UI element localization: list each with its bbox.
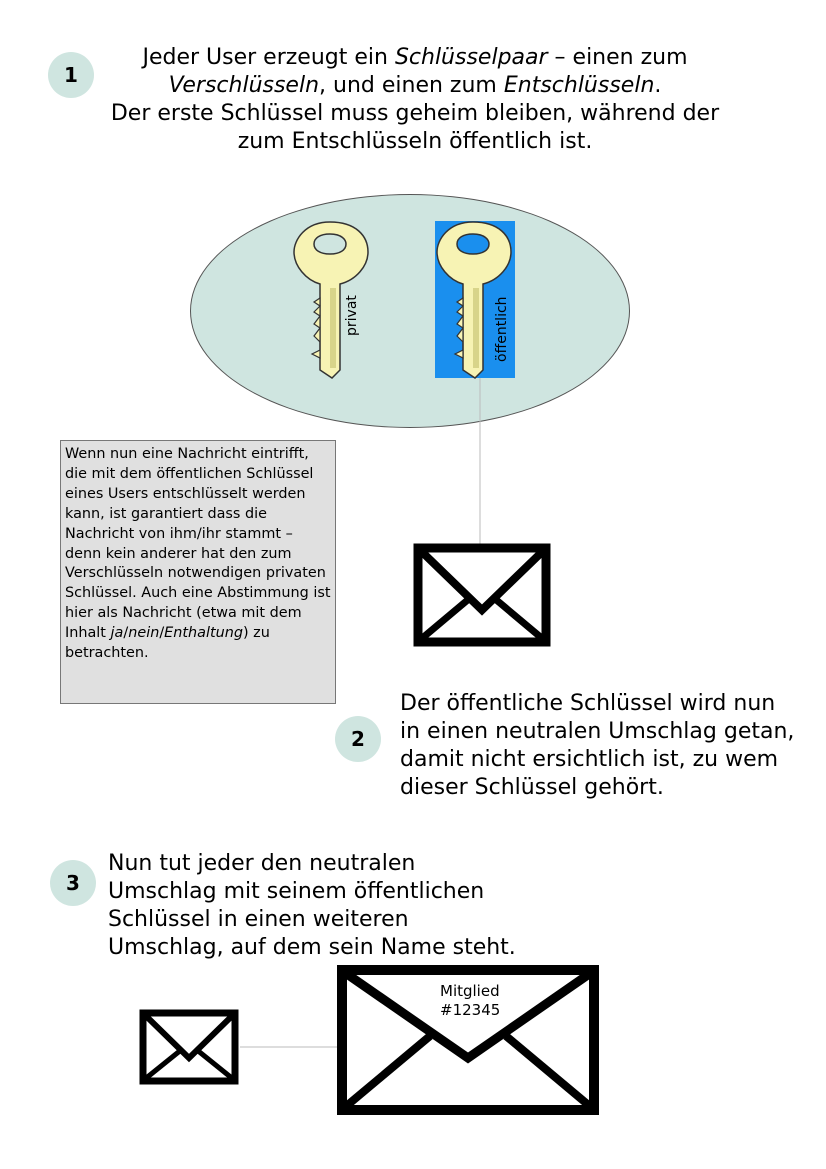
step-1-line-4: zum Entschlüsseln öffentlich ist.	[237, 129, 593, 154]
member-label	[400, 982, 550, 1020]
step-2-badge	[335, 716, 381, 762]
info-box: Wenn nun eine Nachricht eintrifft, die mit dem öffentlichen Schlüssel eines Users entschlüsselt werden kann, ist garantiert dass die Nachricht von ihm/ihr stammt – denn kein anderer hat den zum Verschlüsseln notwendigen privaten Schlüssel. Auch eine Abstimmung ist hier als Nachricht (etwa mit dem Inhalt ja/nein/Enthaltung) zu betrachten.	[60, 440, 336, 704]
step-3-badge	[50, 860, 96, 906]
neutral-envelope-icon	[418, 548, 546, 642]
member-label-line-1: Mitglied	[440, 982, 500, 1000]
step-2-number: 2	[351, 727, 365, 751]
step-3-number: 3	[66, 871, 80, 895]
step-3-text: Nun tut jeder den neutralen Umschlag mit seinem öffentlichen Schlüssel in einen weiteren Umschlag, auf dem sein Name steht.	[108, 851, 516, 960]
small-envelope-icon	[143, 1013, 235, 1081]
private-key-label: privat	[344, 295, 360, 336]
member-label-line-2: #12345	[440, 1001, 501, 1019]
step-2-text: Der öffentliche Schlüssel wird nun in einen neutralen Umschlag getan, damit nicht ersichtlich ist, zu wem dieser Schlüssel gehört.	[400, 691, 795, 800]
public-key-label: öffentlich	[494, 296, 510, 362]
step-1-line-3: Der erste Schlüssel muss geheim bleiben, während der	[110, 101, 720, 126]
step-1-line-2: Verschlüsseln, und einen zum Entschlüsseln.	[168, 73, 662, 98]
step-1-number: 1	[64, 63, 78, 87]
step-1-line-1: Jeder User erzeugt ein Schlüsselpaar – einen zum	[142, 45, 688, 70]
